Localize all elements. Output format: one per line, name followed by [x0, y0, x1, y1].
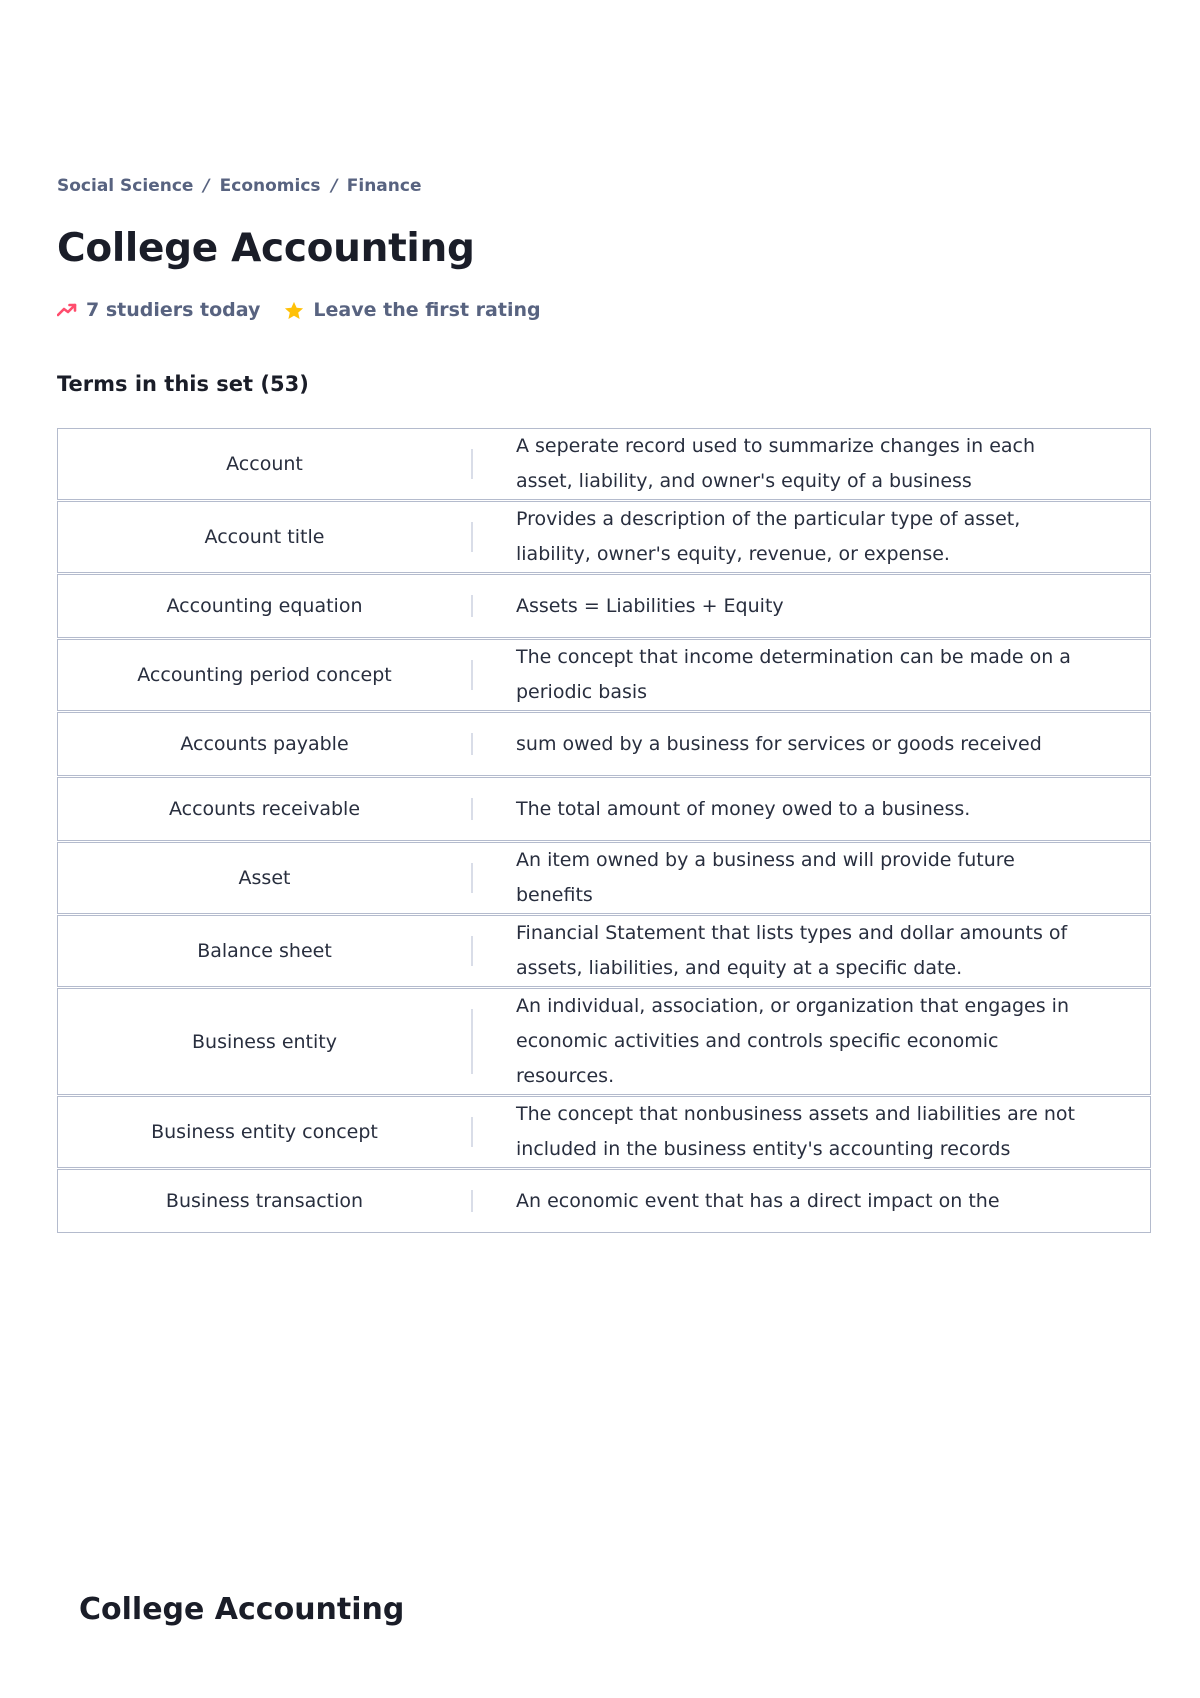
breadcrumb-separator: /: [328, 176, 339, 196]
breadcrumb: [57, 176, 422, 196]
star-icon: [284, 301, 304, 320]
term-word: Balance sheet: [58, 936, 473, 966]
terms-heading: Terms in this set (53): [57, 372, 309, 396]
term-card[interactable]: [57, 639, 1151, 711]
leave-rating-button[interactable]: [284, 299, 540, 321]
term-word: Account title: [58, 522, 473, 552]
studiers-stat: [57, 299, 260, 321]
term-card[interactable]: [57, 712, 1151, 776]
term-word: Accounts payable: [58, 733, 473, 755]
term-card[interactable]: [57, 574, 1151, 638]
term-definition: The total amount of money owed to a business.: [516, 797, 971, 820]
term-definition: An individual, association, or organization that engages in economic activities and controls specific economic resources.: [516, 995, 1069, 1087]
term-definition: An economic event that has a direct impact on the: [516, 1189, 1000, 1212]
term-word: Business entity concept: [58, 1117, 473, 1147]
breadcrumb-separator: /: [201, 176, 212, 196]
term-card[interactable]: [57, 501, 1151, 573]
trending-up-icon: [57, 303, 77, 317]
term-word: Account: [58, 449, 473, 479]
studiers-count: 7 studiers today: [86, 299, 261, 321]
term-card[interactable]: [57, 988, 1151, 1095]
term-card[interactable]: [57, 915, 1151, 987]
term-definition: Provides a description of the particular type of asset, liability, owner's equity, revenue, or expense.: [516, 508, 1021, 565]
breadcrumb-item-social-science[interactable]: Social Science: [57, 176, 194, 196]
term-card[interactable]: [57, 777, 1151, 841]
term-card[interactable]: [57, 1169, 1151, 1233]
term-word: Accounts receivable: [58, 798, 473, 820]
term-definition: A seperate record used to summarize changes in each asset, liability, and owner's equity of a business: [516, 435, 1036, 492]
term-word: Business transaction: [58, 1190, 473, 1212]
rating-label: Leave the first rating: [313, 299, 541, 321]
set-meta: [57, 299, 541, 321]
term-definition: Assets = Liabilities + Equity: [516, 594, 784, 617]
term-definition: The concept that nonbusiness assets and liabilities are not included in the business entity's accounting records: [516, 1103, 1075, 1160]
term-card[interactable]: [57, 1096, 1151, 1168]
term-card[interactable]: [57, 428, 1151, 500]
footer-title: College Accounting: [79, 1592, 405, 1627]
terms-list-viewport[interactable]: [57, 428, 1151, 1564]
term-word: Business entity: [58, 1009, 473, 1074]
term-word: Asset: [58, 863, 473, 893]
breadcrumb-item-finance[interactable]: Finance: [346, 176, 422, 196]
page-title: College Accounting: [57, 226, 475, 271]
term-definition: The concept that income determination can be made on a periodic basis: [516, 646, 1071, 703]
term-definition: Financial Statement that lists types and dollar amounts of assets, liabilities, and equity at a specific date.: [516, 922, 1068, 979]
term-card[interactable]: [57, 842, 1151, 914]
term-definition: sum owed by a business for services or goods received: [516, 732, 1042, 755]
breadcrumb-item-economics[interactable]: Economics: [219, 176, 321, 196]
term-word: Accounting equation: [58, 595, 473, 617]
term-definition: An item owned by a business and will provide future benefits: [516, 849, 1015, 906]
term-word: Accounting period concept: [58, 660, 473, 690]
terms-list: [57, 428, 1151, 1233]
